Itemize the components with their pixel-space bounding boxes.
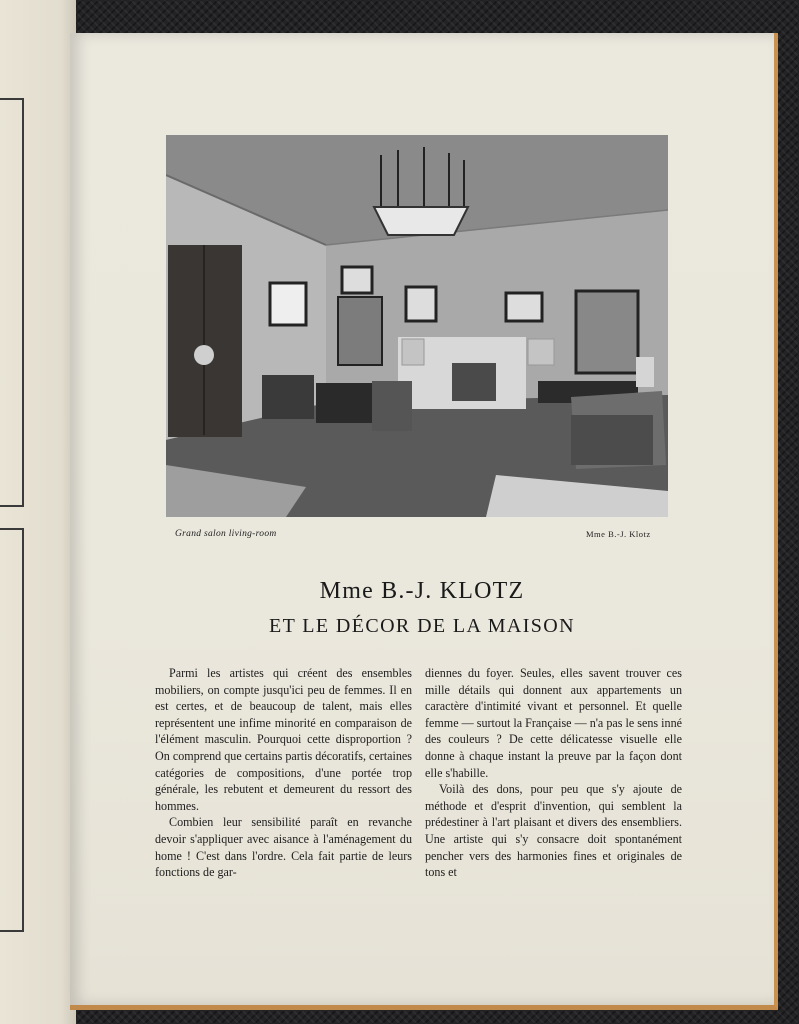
paragraph: diennes du foyer. Seules, elles savent trouver ces mille détails qui donnent aux appartements un caractère d'intimité vivant et personnel. Et quelle femme — surtout la Française — n'a pas le sens inné des couleurs ? De cette délicatesse visuelle elle donne à chaque instant la preuve par la façon dont elle s'habille.: [425, 666, 682, 780]
paragraph: Combien leur sensibilité paraît en revanche devoir s'appliquer avec aisance à l'aménagement du home ! C'est dans l'ordre. Cela fait partie de leurs fonctions de gar-: [155, 815, 412, 880]
paragraph: Voilà des dons, pour peu que s'y ajoute de méthode et d'esprit d'invention, qui semblent la prédestiner à l'art plaisant et divers des ensembliers. Une artiste qui s'y consacre doit spontanément pencher vers des harmonies fines et originales de tons et: [425, 782, 682, 880]
article-title: Mme B.-J. KLOTZ: [319, 578, 525, 604]
left-page-frame-bottom: [0, 528, 24, 932]
interior-photograph: [166, 135, 668, 517]
text-column-right: [425, 665, 682, 881]
left-page: [0, 0, 76, 1024]
text-column-left: [155, 665, 412, 881]
photo-credit: Mme B.-J. Klotz: [586, 529, 651, 539]
article-subtitle: ET LE DÉCOR DE LA MAISON: [268, 615, 575, 637]
left-page-frame-top: [0, 98, 24, 507]
right-page: [70, 33, 778, 1010]
paragraph: Parmi les artistes qui créent des ensembles mobiliers, on compte jusqu'ici peu de femmes. Il en est certes, et de beaucoup de talent, mais elles représentent une infime minorité en comparaison de l'élément masculin. Pourquoi cette disproportion ? On comprend que certains partis décoratifs, certaines catégories de compositions, d'une portée trop générale, les rebutent et demeurent du ressort des hommes.: [155, 666, 412, 813]
photo-caption: Grand salon living-room: [175, 529, 277, 539]
